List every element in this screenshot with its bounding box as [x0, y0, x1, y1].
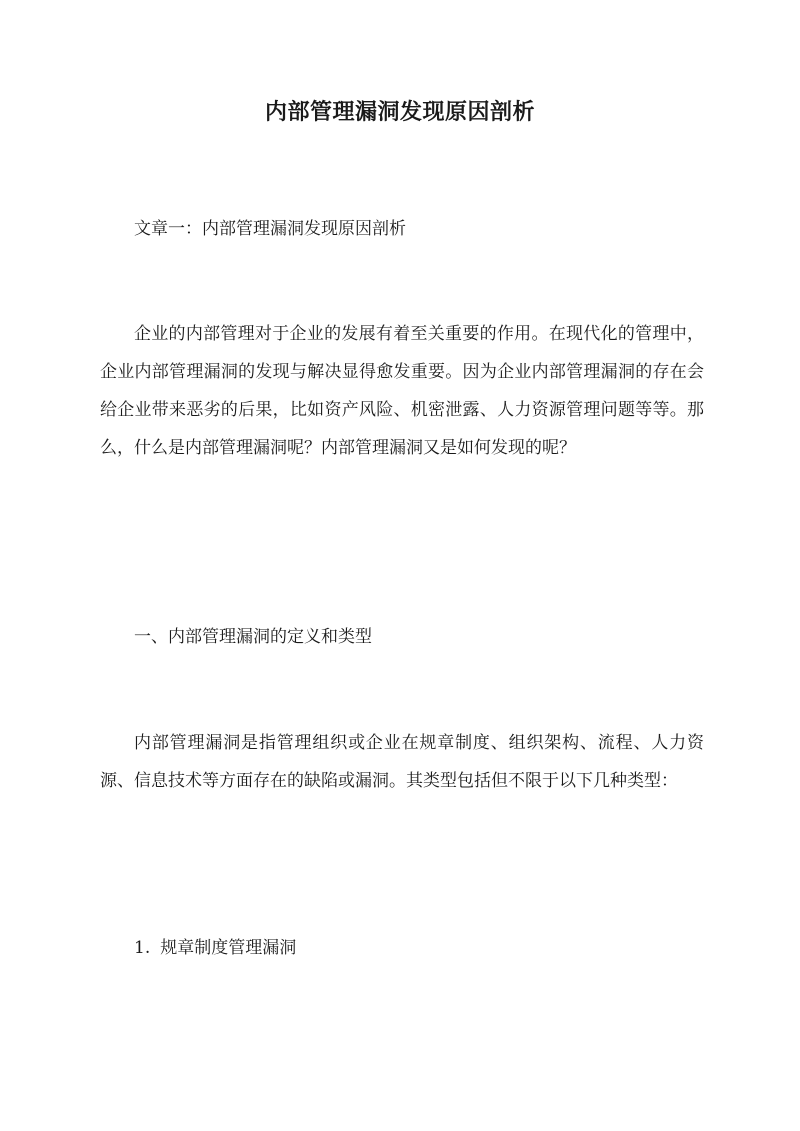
- document-title: 内部管理漏洞发现原因剖析: [264, 99, 535, 125]
- list-item-text: 规章制度管理漏洞: [160, 938, 297, 958]
- definition-paragraph: 内部管理漏洞是指管理组织或企业在规章制度、组织架构、流程、人力资源、信息技术等方面存在的缺陷或漏洞。其类型包括但不限于以下几种类型：: [100, 733, 704, 791]
- list-item-rules: [134, 929, 704, 967]
- section-heading-definition: 一、内部管理漏洞的定义和类型: [134, 627, 372, 647]
- article-subtitle: 文章一：内部管理漏洞发现原因剖析: [134, 219, 406, 239]
- intro-paragraph: 企业的内部管理对于企业的发展有着至关重要的作用。在现代化的管理中，企业内部管理漏洞的发现与解决显得愈发重要。因为企业内部管理漏洞的存在会给企业带来恶劣的后果，比如资产风险、机密泄露、人力资源管理问题等等。那么，什么是内部管理漏洞呢？内部管理漏洞又是如何发现的呢？: [100, 324, 704, 458]
- list-item-number: 1.: [134, 938, 151, 958]
